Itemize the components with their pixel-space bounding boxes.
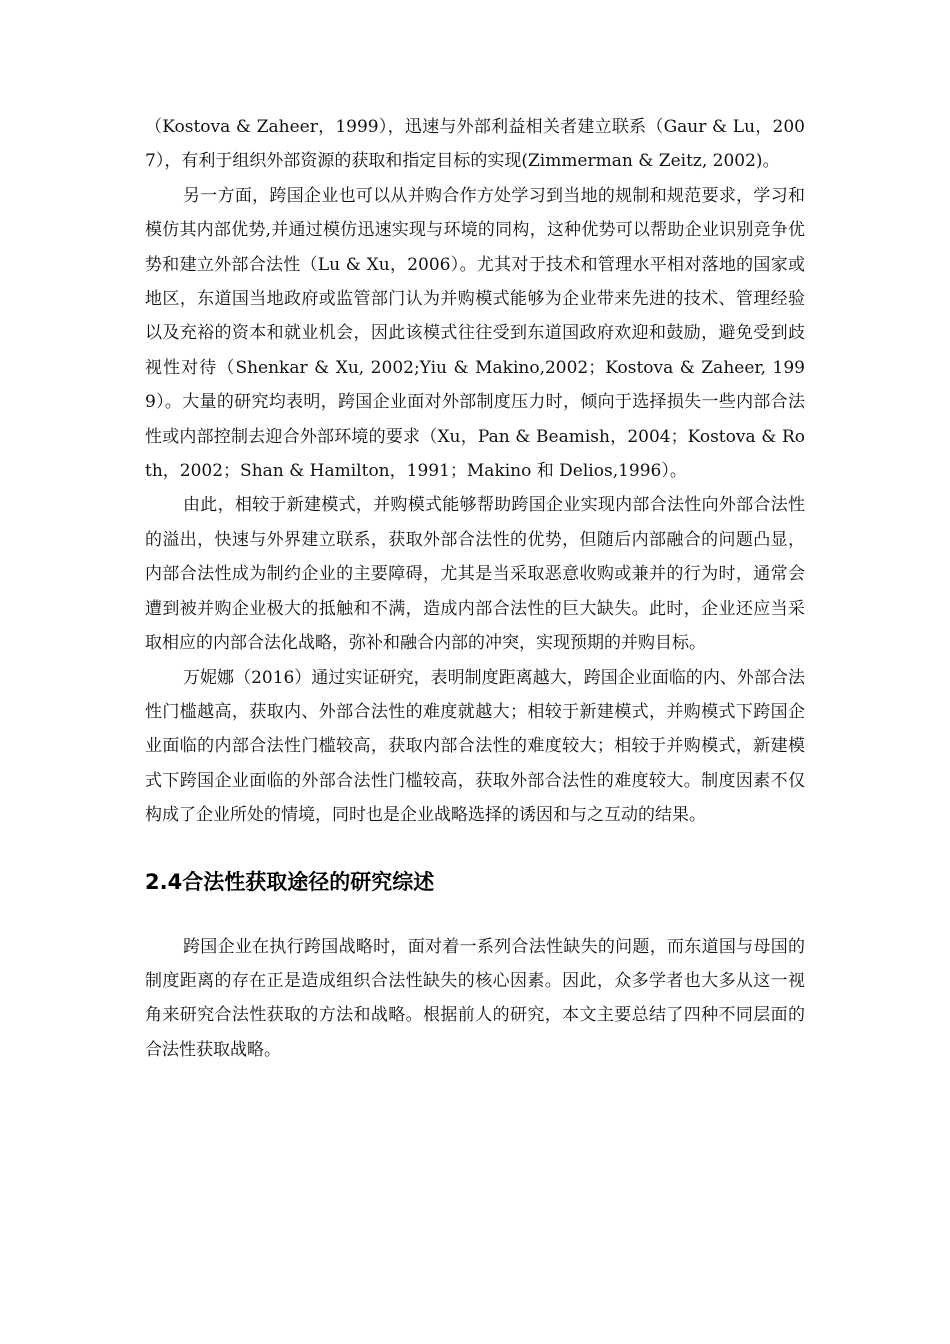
paragraph-empirical-study: 万妮娜（2016）通过实证研究，表明制度距离越大，跨国企业面临的内、外部合法性门槛越高，获取内、外部合法性的难度就越大；相较于新建模式，并购模式下跨国企业面临的内部合法性门槛较高，获取内部合法性的难度较大；相较于并购模式，新建模式下跨国企业面临的外部合法性门槛较高，获取外部合法性的难度较大。制度因素不仅构成了企业所处的情境，同时也是企业战略选择的诱因和与之互动的结果。	[145, 667, 805, 826]
paragraph-continuation: （Kostova & Zaheer，1999），迅速与外部利益相关者建立联系（Gaur & Lu，2007），有利于组织外部资源的获取和指定目标的实现(Zimmerman & Zeitz, 2002)。	[145, 117, 805, 172]
document-page	[145, 110, 805, 1067]
paragraph-section-intro: 跨国企业在执行跨国战略时，面对着一系列合法性缺失的问题，而东道国与母国的制度距离的存在正是造成组织合法性缺失的核心因素。因此，众多学者也大多从这一视角来研究合法性获取的方法和战略。根据前人的研究，本文主要总结了四种不同层面的合法性获取战略。	[145, 936, 805, 1060]
section-heading: 2.4合法性获取途径的研究综述	[145, 869, 435, 894]
paragraph-acquisition-learning: 另一方面，跨国企业也可以从并购合作方处学习到当地的规制和规范要求，学习和模仿其内部优势,并通过模仿迅速实现与环境的同构，这种优势可以帮助企业识别竞争优势和建立外部合法性（Lu & Xu，2006）。尤其对于技术和管理水平相对落地的国家或地区，东道国当地政府或监管部门认为并购模式能够为企业带来先进的技术、管理经验以及充裕的资本和就业机会，因此该模式往往受到东道国政府欢迎和鼓励，避免受到歧视性对待（Shenkar & Xu, 2002;Yiu & Makino,2002；Kostova & Zaheer, 1999）。大量的研究均表明，跨国企业面对外部制度压力时，倾向于选择损失一些内部合法性或内部控制去迎合外部环境的要求（Xu，Pan & Beamish，2004；Kostova & Roth，2002；Shan & Hamilton，1991；Makino 和 Delios,1996）。	[145, 185, 805, 482]
paragraph-comparison: 由此，相较于新建模式，并购模式能够帮助跨国企业实现内部合法性向外部合法性的溢出，快速与外界建立联系，获取外部合法性的优势，但随后内部融合的问题凸显，内部合法性成为制约企业的主要障碍，尤其是当采取恶意收购或兼并的行为时，通常会遭到被并购企业极大的抵触和不满，造成内部合法性的巨大缺失。此时，企业还应当采取相应的内部合法化战略，弥补和融合内部的冲突，实现预期的并购目标。	[145, 495, 805, 654]
